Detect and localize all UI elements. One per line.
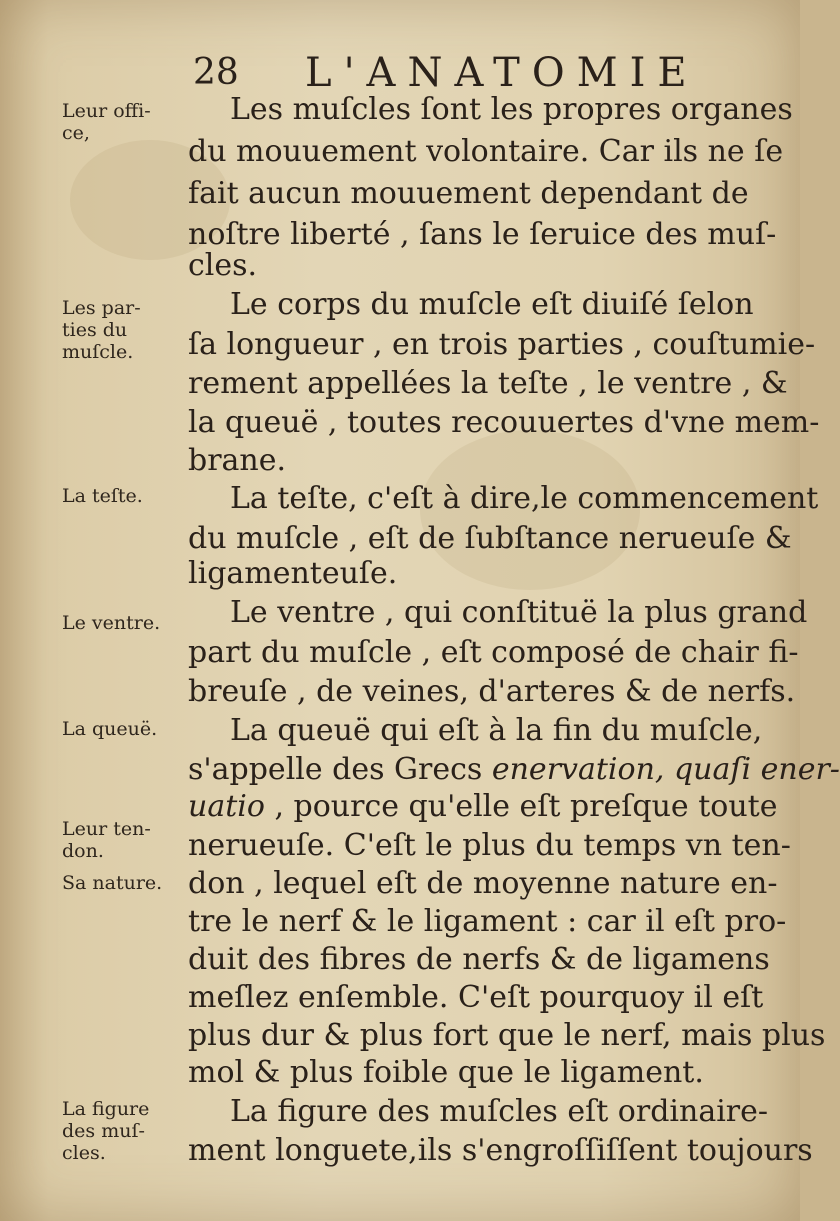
text-line: La teſte, c'eſt à dire,le commencement	[230, 481, 819, 516]
text-line: Le corps du muſcle eſt diuiſé ſelon	[230, 287, 754, 322]
text-line: part du muſcle , eſt composé de chair fi-	[188, 635, 799, 670]
margin-note: Leur ten- don.	[62, 818, 151, 862]
text-line: ſa longueur , en trois parties , couſtumie-	[188, 327, 816, 362]
text-line: nerueuſe. C'eſt le plus du temps vn ten-	[188, 828, 791, 863]
text-line: duit des fibres de nerfs & de ligamens	[188, 942, 770, 977]
text-line: cles.	[188, 248, 258, 283]
text-line: meſlez enſemble. C'eſt pourquoy il eſt	[188, 980, 764, 1015]
text-line: La queuë qui eſt à la fin du muſcle,	[230, 713, 763, 748]
text-line: ment longuete,ils s'engroſſiſſent toujours	[188, 1133, 813, 1168]
text-line: ligamenteuſe.	[188, 556, 398, 591]
margin-note: Le ventre.	[62, 612, 161, 634]
margin-note: Les par- ties du muſcle.	[62, 297, 141, 363]
margin-note: La figure des muſ- cles.	[62, 1098, 150, 1164]
margin-note: La queuë.	[62, 718, 158, 740]
text-line: La figure des muſcles eſt ordinaire-	[230, 1094, 769, 1129]
margin-note: Sa nature.	[62, 872, 163, 894]
margin-note: La teſte.	[62, 485, 143, 507]
text-line: brane.	[188, 443, 287, 478]
text-line	[188, 752, 840, 788]
text-line: plus dur & plus fort que le nerf, mais plus	[188, 1018, 826, 1053]
text-line: du mouuement volontaire. Car ils ne ſe	[188, 134, 784, 169]
page-number: 28	[193, 52, 239, 93]
text-line	[188, 789, 777, 825]
text-line: du muſcle , eſt de ſubſtance nerueuſe &	[188, 521, 792, 556]
text-line: mol & plus foible que le ligament.	[188, 1055, 704, 1090]
text-line: rement appellées la teſte , le ventre , &	[188, 366, 788, 401]
running-title: L'ANATOMIE	[305, 50, 699, 96]
text-line: Les muſcles ſont les propres organes	[230, 92, 793, 127]
greek-term: uatio	[188, 789, 265, 824]
text-line: breuſe , de veines, d'arteres & de nerfs.	[188, 674, 796, 709]
text-run: s'appelle des Grecs	[188, 752, 492, 787]
margin-note: Leur offi- ce,	[62, 100, 151, 144]
greek-term: enervation, quaſi ener-	[491, 752, 840, 787]
text-line: don , lequel eſt de moyenne nature en-	[188, 866, 778, 901]
text-line: Le ventre , qui conſtituë la plus grand	[230, 595, 808, 630]
text-line: noſtre liberté , ſans le ſeruice des muſ-	[188, 217, 777, 252]
text-line: fait aucun mouuement dependant de	[188, 176, 749, 211]
text-run: , pource qu'elle eſt preſque toute	[264, 789, 778, 824]
text-line: la queuë , toutes recouuertes d'vne mem-	[188, 405, 820, 440]
text-line: tre le nerf & le ligament : car il eſt pro-	[188, 904, 787, 939]
